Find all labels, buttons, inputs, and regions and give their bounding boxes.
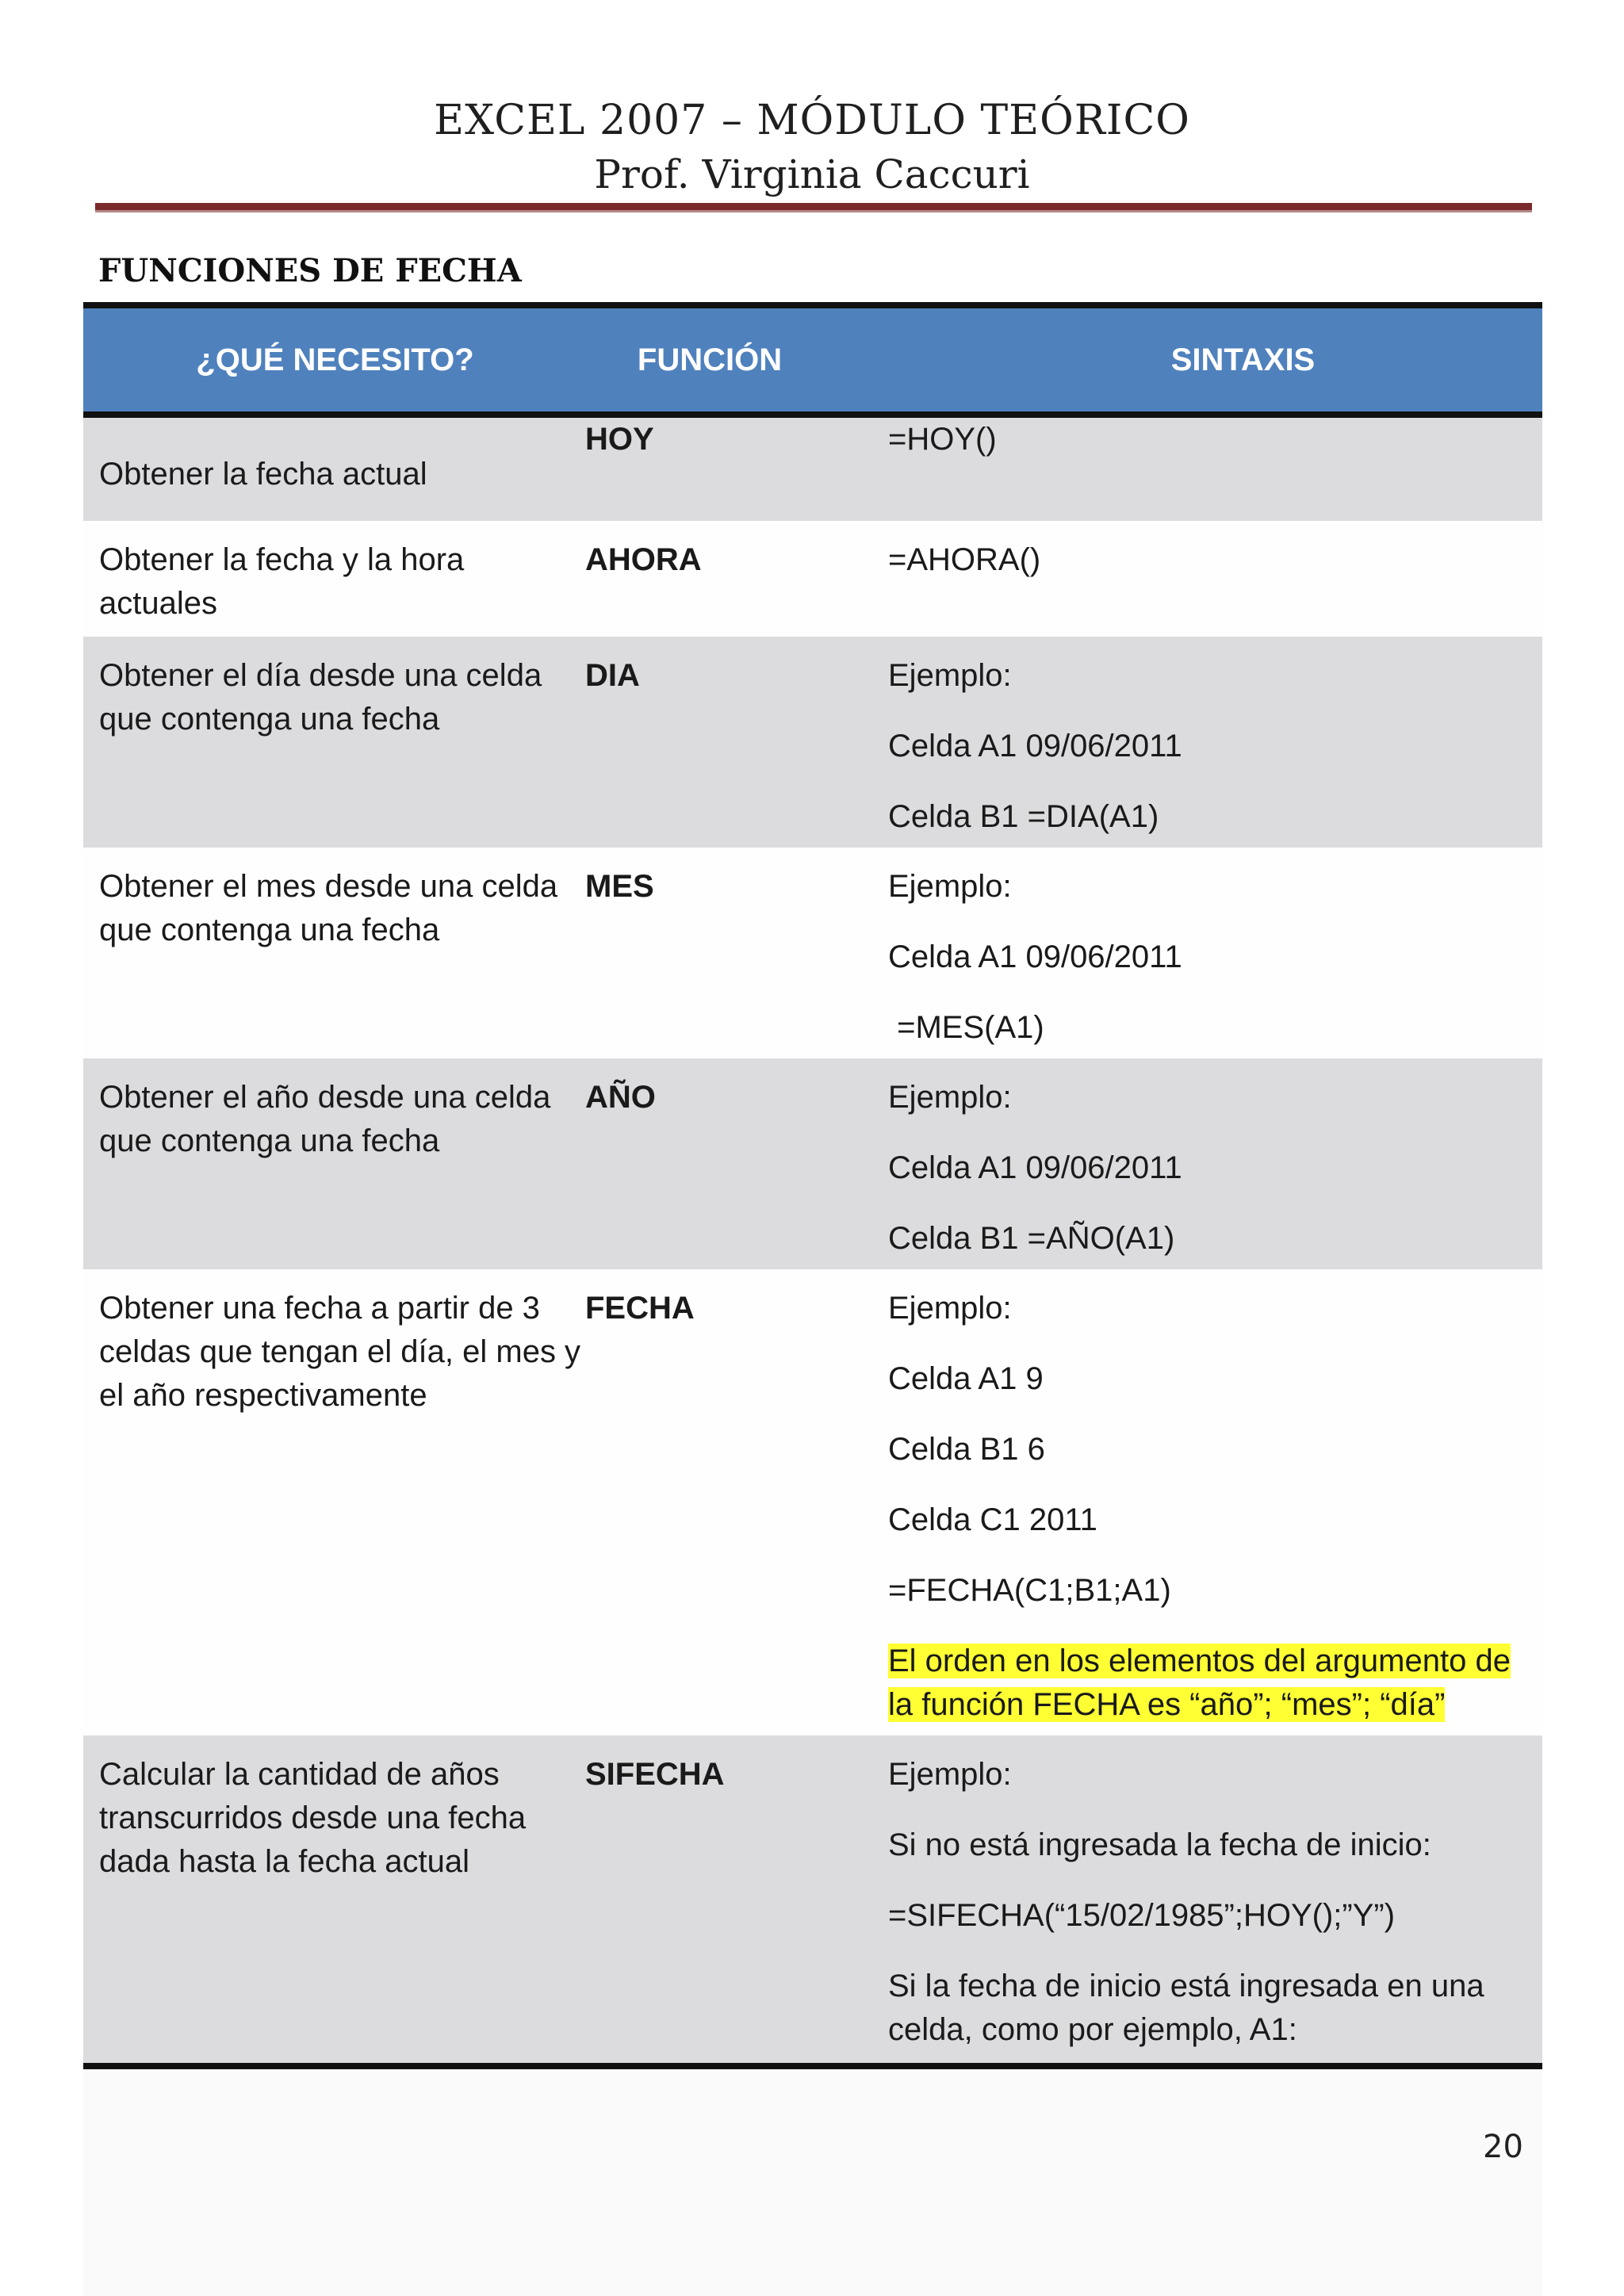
need-cell: Obtener el año desde una celda que contenga una fecha bbox=[99, 1080, 551, 1158]
column-header-syntax: SINTAXIS bbox=[1170, 342, 1316, 377]
need-cell: Calcular la cantidad de años transcurridos desde una fecha dada hasta la fecha actual bbox=[99, 1757, 527, 1879]
table-top-rule bbox=[83, 302, 1542, 308]
table-bottom-rule bbox=[83, 2063, 1542, 2069]
syntax-line: =SIFECHA(“15/02/1985”;HOY();”Y”) bbox=[888, 1898, 1396, 1933]
need-cell: Obtener el día desde una celda que contenga una fecha bbox=[99, 658, 542, 737]
syntax-line: Ejemplo: bbox=[888, 869, 1012, 904]
syntax-cell bbox=[888, 637, 1542, 848]
syntax-cell bbox=[888, 418, 1542, 521]
syntax-cell bbox=[888, 1269, 1542, 1735]
syntax-line: Celda B1 =DIA(A1) bbox=[888, 799, 1159, 834]
document-author: Prof. Virginia Caccuri bbox=[594, 151, 1030, 197]
syntax-line: =MES(A1) bbox=[888, 1010, 1044, 1045]
function-cell: AHORA bbox=[585, 542, 702, 577]
syntax-line: Si la fecha de inicio está ingresada en una celda, como por ejemplo, A1: bbox=[888, 1969, 1484, 2047]
syntax-cell bbox=[888, 1735, 1542, 2063]
column-header-function: FUNCIÓN bbox=[637, 342, 783, 377]
header-rule bbox=[95, 203, 1532, 212]
page-number: 20 bbox=[1483, 2129, 1523, 2165]
page-header bbox=[0, 94, 1624, 201]
need-cell: Obtener una fecha a partir de 3 celdas que tengan el día, el mes y el año respectivamente bbox=[99, 1291, 581, 1413]
table-row bbox=[83, 1058, 1542, 1269]
table-row bbox=[83, 418, 1542, 521]
table-row bbox=[83, 521, 1542, 637]
syntax-cell bbox=[888, 848, 1542, 1058]
syntax-line: =AHORA() bbox=[888, 542, 1041, 577]
document-title: EXCEL 2007 – MÓDULO TEÓRICO bbox=[434, 97, 1190, 144]
function-cell: MES bbox=[585, 869, 654, 904]
function-cell: SIFECHA bbox=[585, 1757, 725, 1792]
need-cell: Obtener el mes desde una celda que contenga una fecha bbox=[99, 869, 558, 947]
section-title: FUNCIONES DE FECHA bbox=[98, 252, 522, 289]
table-row bbox=[83, 637, 1542, 848]
table-header-row bbox=[83, 308, 1542, 418]
note-text: El orden en los elementos del argumento de la función FECHA es “año”; “mes”; “día” bbox=[888, 1644, 1511, 1722]
column-header-need: ¿QUÉ NECESITO? bbox=[196, 342, 474, 377]
table-row bbox=[83, 848, 1542, 1058]
syntax-line: Celda A1 09/06/2011 bbox=[888, 729, 1182, 763]
syntax-line: =FECHA(C1;B1;A1) bbox=[888, 1573, 1171, 1608]
syntax-line: =HOY() bbox=[888, 422, 997, 457]
syntax-line: Ejemplo: bbox=[888, 1291, 1012, 1326]
table-row bbox=[83, 1735, 1542, 2063]
page-bottom-shade bbox=[83, 2069, 1542, 2296]
syntax-line: Ejemplo: bbox=[888, 658, 1012, 693]
function-cell: FECHA bbox=[585, 1291, 695, 1326]
syntax-line: Celda B1 6 bbox=[888, 1432, 1045, 1467]
function-cell: AÑO bbox=[585, 1080, 656, 1115]
syntax-line: Celda B1 =AÑO(A1) bbox=[888, 1221, 1175, 1256]
function-cell: HOY bbox=[585, 422, 654, 457]
syntax-line: Celda A1 09/06/2011 bbox=[888, 939, 1182, 974]
functions-table bbox=[83, 302, 1542, 2069]
syntax-line: Si no está ingresada la fecha de inicio: bbox=[888, 1827, 1431, 1862]
function-cell: DIA bbox=[585, 658, 640, 693]
syntax-line: Celda C1 2011 bbox=[888, 1502, 1097, 1537]
need-cell: Obtener la fecha y la hora actuales bbox=[99, 542, 465, 621]
syntax-line: Celda A1 9 bbox=[888, 1361, 1044, 1396]
syntax-cell bbox=[888, 521, 1542, 637]
syntax-line: Ejemplo: bbox=[888, 1080, 1012, 1115]
highlighted-note bbox=[888, 1640, 1542, 1727]
syntax-line: Celda A1 09/06/2011 bbox=[888, 1150, 1182, 1185]
syntax-cell bbox=[888, 1058, 1542, 1269]
table-row bbox=[83, 1269, 1542, 1735]
syntax-line: Ejemplo: bbox=[888, 1757, 1012, 1792]
need-cell: Obtener la fecha actual bbox=[99, 457, 427, 492]
